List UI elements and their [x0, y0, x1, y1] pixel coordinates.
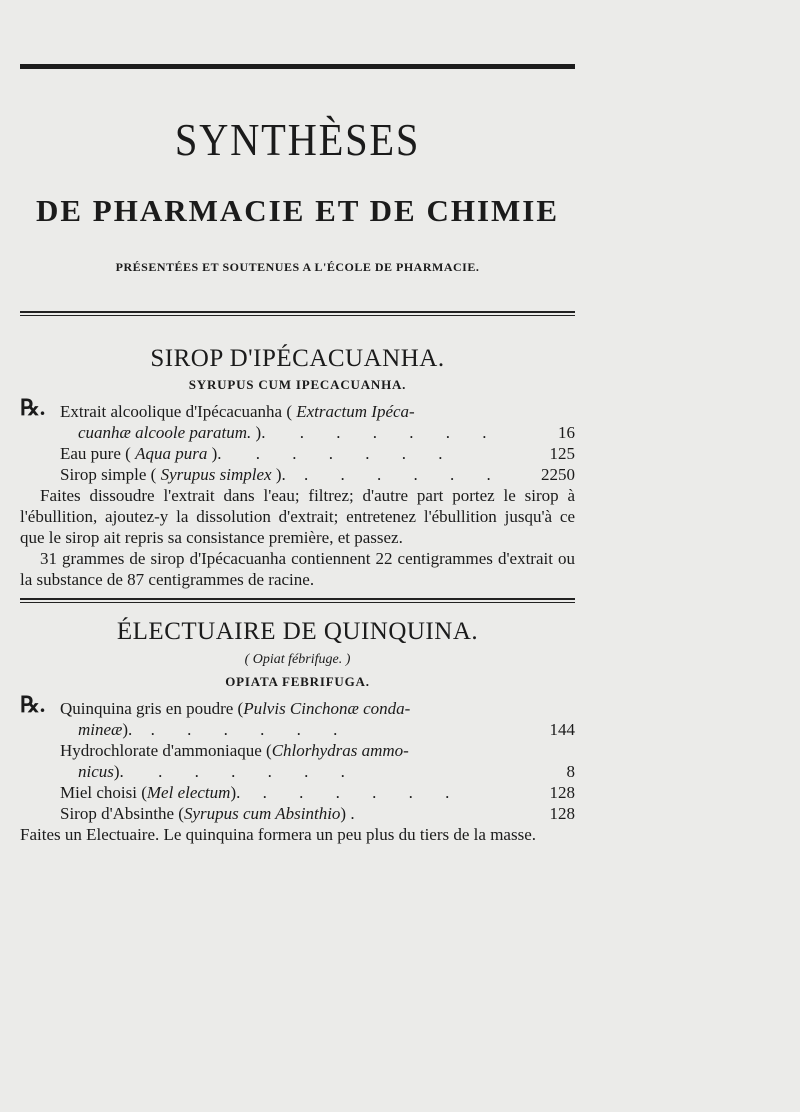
instruction-paragraph: Faites dissoudre l'extrait dans l'eau; filtrez; d'autre part portez le sirop à l'ébullition, ajoutez-y la dissolution d'extrait; entretenez l'ébullition jusqu'à ce que le sirop ait repris sa consistance première, et passez. [20, 486, 575, 547]
section2-title: ÉLECTUAIRE DE QUINQUINA. [116, 618, 479, 645]
ingredient-line: Sirop simple ( Syrupus simplex ). . . . . . . 2250 [60, 465, 575, 484]
section2-recipe [20, 692, 575, 845]
ingredient-line: nicus). . . . . . . 8 [78, 762, 575, 781]
note-paragraph: 31 grammes de sirop d'Ipécacuanha contiennent 22 centigrammes d'extrait ou la substance de 87 centigrammes de racine. [20, 549, 575, 589]
ingredient-line: Extrait alcoolique d'Ipécacuanha ( Extractum Ipéca- [60, 402, 415, 421]
ingredient-amount: 144 [549, 720, 575, 739]
recipe-symbol: ℞. [20, 395, 46, 420]
ingredient-amount: 128 [549, 804, 575, 823]
section2-subtitle: ( Opiat fébrifuge. ) [244, 652, 351, 667]
section1-recipe [20, 395, 575, 590]
ingredient-amount: 125 [549, 444, 575, 463]
ingredient-line: Hydrochlorate d'ammoniaque (Chlorhydras ammo- [60, 741, 409, 760]
instruction-paragraph: Faites un Electuaire. Le quinquina formera un peu plus du tiers de la masse. [20, 825, 536, 844]
section-divider [20, 311, 575, 316]
section-divider [20, 598, 575, 603]
ingredient-line: Miel choisi (Mel electum). . . . . . . 128 [60, 783, 575, 802]
ingredient-amount: 128 [549, 783, 575, 802]
document-page [20, 64, 575, 845]
top-rule [20, 64, 575, 69]
ingredient-amount: 16 [558, 423, 575, 442]
recipe-symbol: ℞. [20, 692, 46, 717]
ingredient-line: cuanhæ alcoole paratum. ). . . . . . . 16 [78, 423, 575, 442]
section1-latin: SYRUPUS CUM IPECACUANHA. [188, 377, 407, 392]
presented-line: PRÉSENTÉES ET SOUTENUES A L'ÉCOLE DE PHARMACIE. [115, 260, 480, 274]
page-title: SYNTHÈSES [174, 114, 421, 165]
section1-title: SIROP D'IPÉCACUANHA. [150, 345, 445, 372]
page-subtitle: DE PHARMACIE ET DE CHIMIE [35, 193, 560, 228]
section2-latin: OPIATA FEBRIFUGA. [225, 674, 370, 689]
ingredient-amount: 8 [566, 762, 575, 781]
ingredient-amount: 2250 [541, 465, 575, 484]
ingredient-line: Quinquina gris en poudre (Pulvis Cinchonæ conda- [60, 699, 411, 718]
ingredient-line: Eau pure ( Aqua pura ). . . . . . . 125 [60, 444, 575, 463]
ingredient-line: mineæ). . . . . . . 144 [78, 720, 575, 739]
ingredient-line: Sirop d'Absinthe (Syrupus cum Absinthio) . 128 [60, 804, 575, 823]
